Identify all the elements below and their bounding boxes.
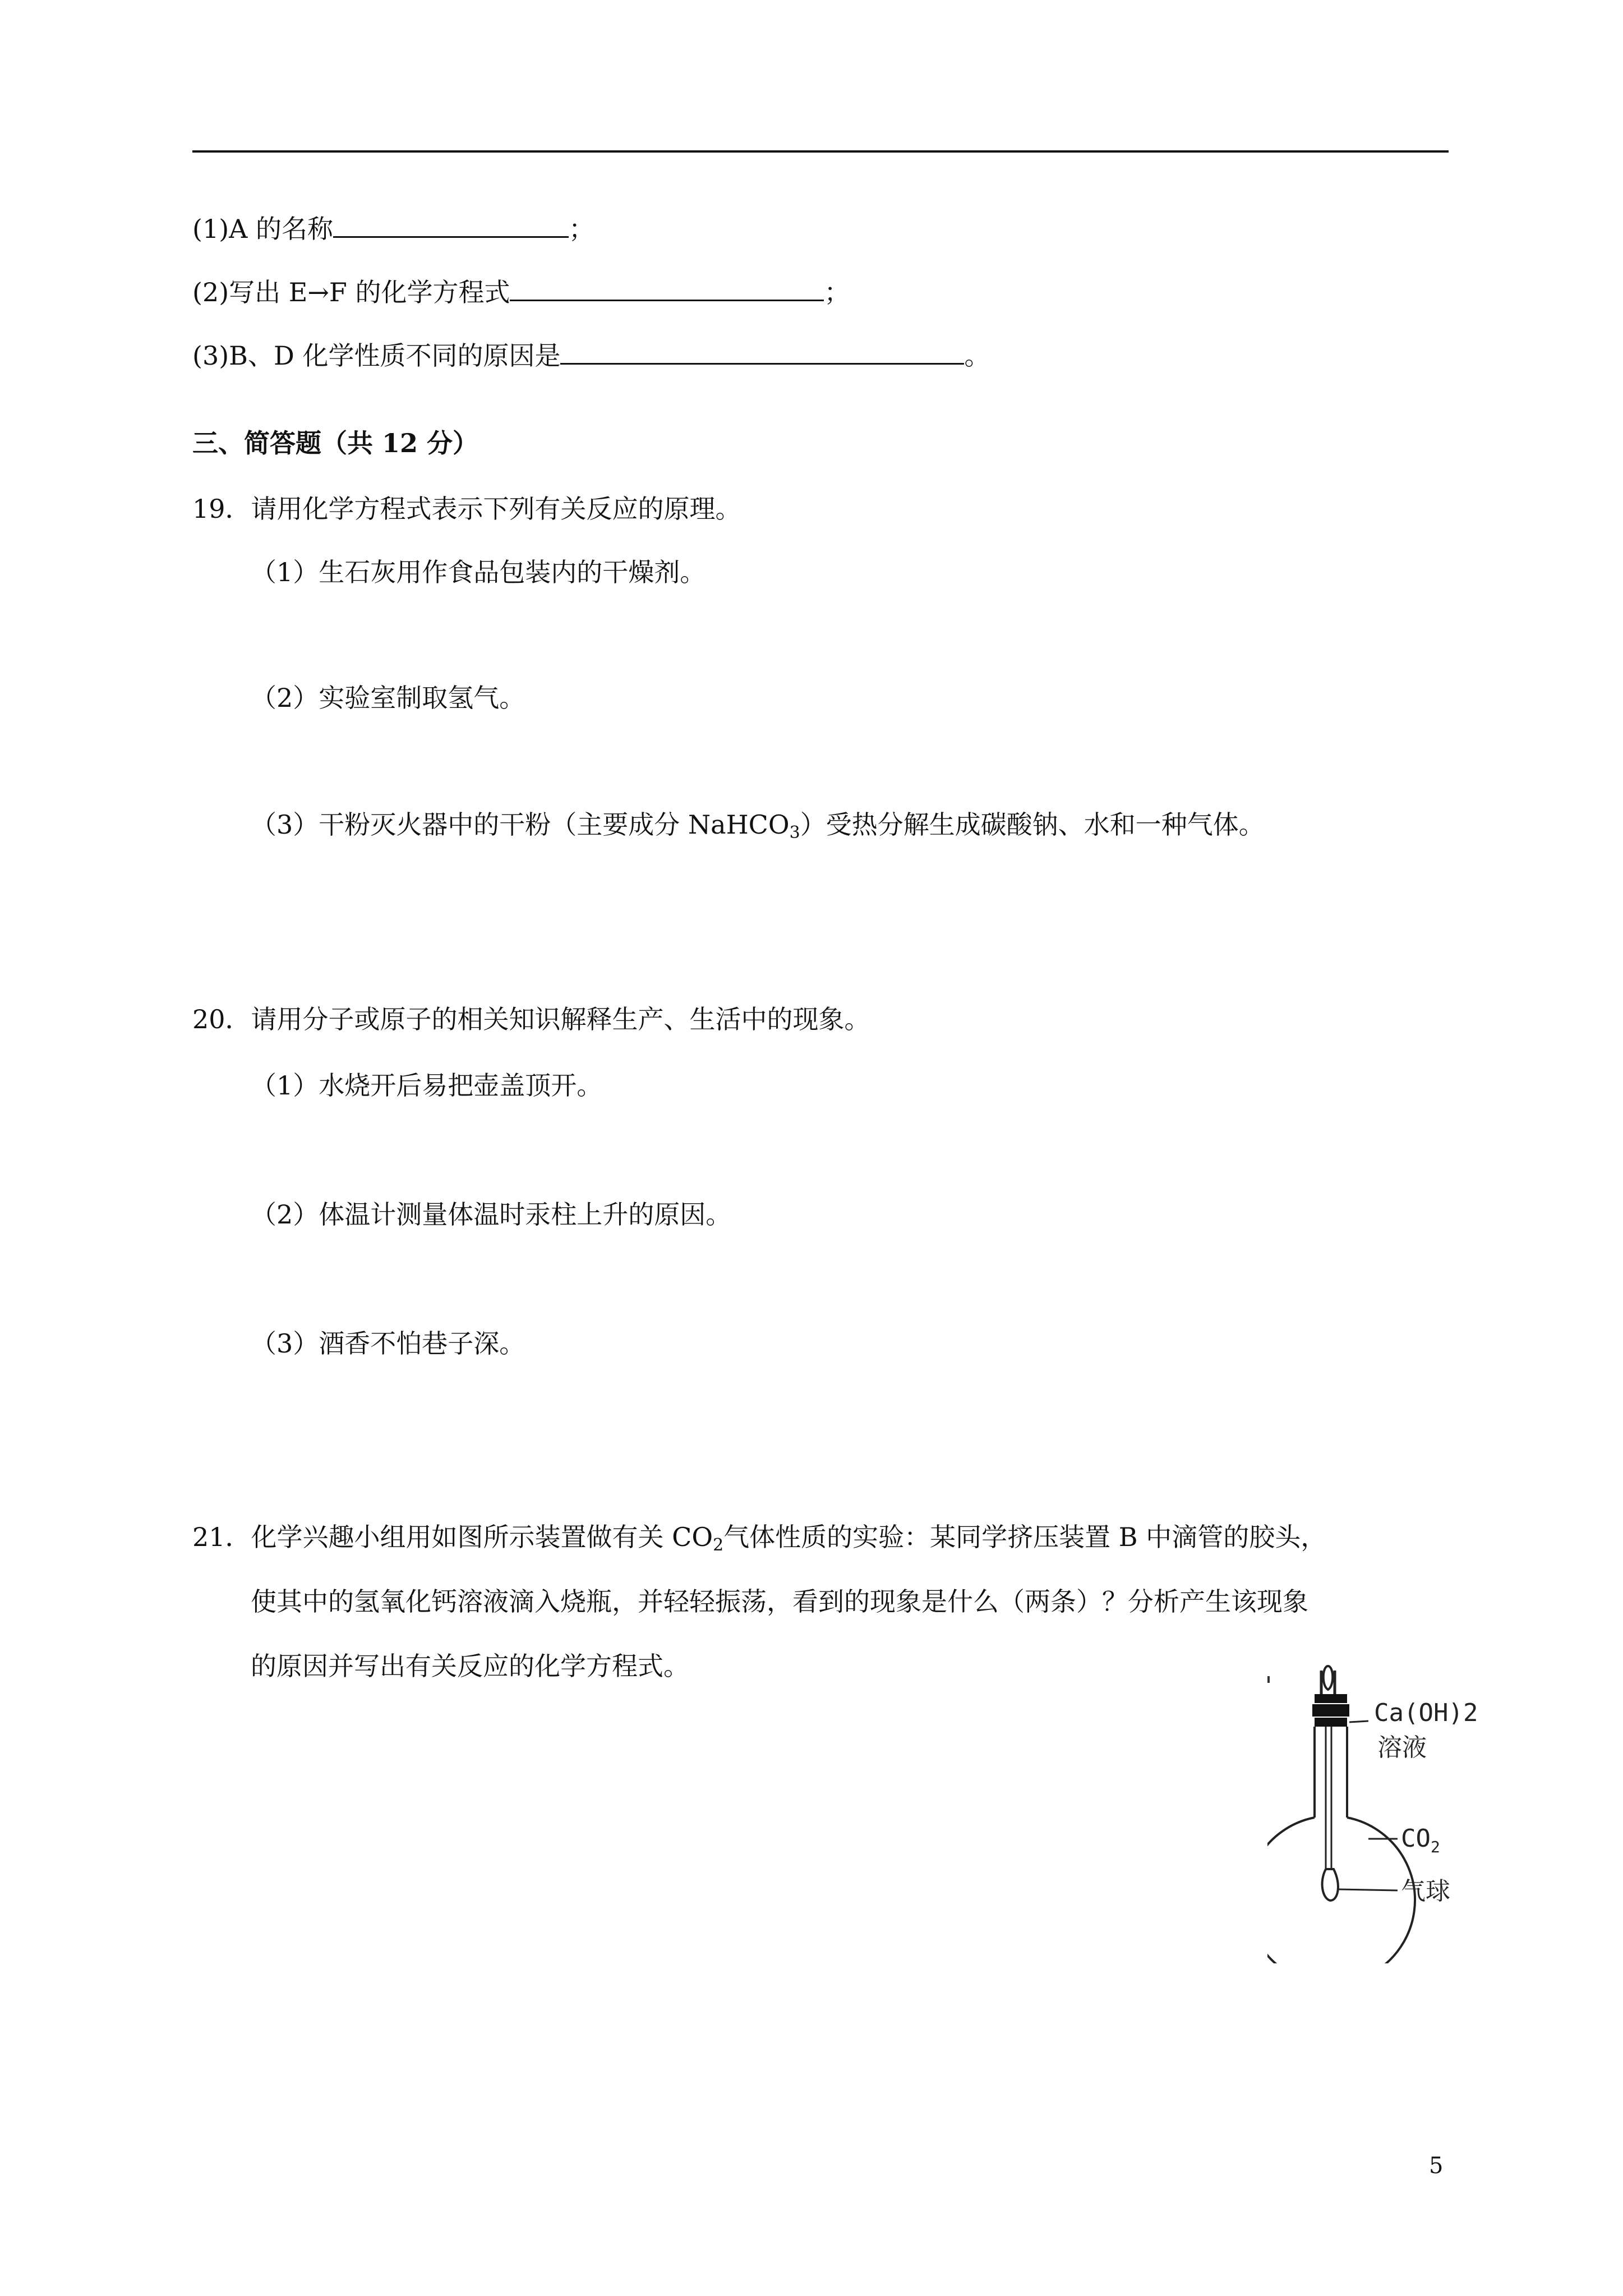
q20-stem: 20．请用分子或原子的相关知识解释生产、生活中的现象。 [192, 1004, 870, 1034]
flask-diagram [1267, 1660, 1548, 1963]
page-number: 5 [1429, 2153, 1444, 2179]
label-solution: 溶液 [1377, 1733, 1427, 1762]
q19-sub1: （1）生石灰用作食品包装内的干燥剂。 [251, 557, 706, 587]
leader-balloon [1338, 1889, 1398, 1890]
q19-stem: 19．请用化学方程式表示下列有关反应的原理。 [192, 494, 741, 524]
q21-line1 [192, 1520, 1326, 1554]
q-prev-1 [192, 211, 594, 246]
q21-line3: 的原因并写出有关反应的化学方程式。 [251, 1651, 689, 1681]
dropper-bulb-icon [1324, 1666, 1333, 1690]
stopper-top [1315, 1694, 1347, 1703]
label-balloon: 气球 [1401, 1877, 1450, 1906]
answer-blank[interactable] [560, 338, 964, 365]
stopper-bottom [1315, 1718, 1347, 1727]
q-prev-2-text: (2)写出 E→F 的化学方程式 [192, 277, 510, 307]
q-prev-1-text: (1)A 的名称 [192, 214, 334, 244]
q-prev-3 [192, 338, 990, 372]
q21-line1-text-b: 气体性质的实验：某同学挤压装置 B 中滴管的胶头， [723, 1522, 1327, 1552]
answer-blank[interactable] [510, 275, 824, 301]
balloon-icon [1322, 1869, 1338, 1901]
stray-mark [1267, 1676, 1270, 1683]
label-co2-subscript: 2 [1430, 1838, 1440, 1856]
label-caoh2: Ca(OH)2 [1374, 1699, 1478, 1727]
q21-line1-text-a: 21．化学兴趣小组用如图所示装置做有关 CO [192, 1522, 713, 1552]
label-co2-text: CO [1401, 1824, 1431, 1853]
section-title: 三、简答题（共 12 分） [192, 428, 479, 458]
header-rule [192, 150, 1449, 153]
stopper-band [1312, 1704, 1349, 1717]
q-prev-3-suffix: 。 [964, 341, 990, 371]
q19-sub3-subscript: 3 [789, 823, 800, 843]
q19-sub3 [251, 808, 1265, 841]
q-prev-2 [192, 275, 850, 309]
q19-sub2: （2）实验室制取氢气。 [251, 683, 525, 713]
q19-sub3-text-a: （3）干粉灭火器中的干粉（主要成分 NaHCO [251, 809, 790, 840]
q20-sub2: （2）体温计测量体温时汞柱上升的原因。 [251, 1199, 732, 1230]
q-prev-1-suffix: ； [569, 214, 595, 244]
answer-blank[interactable] [333, 211, 569, 238]
label-co2 [1401, 1824, 1440, 1856]
q-prev-3-text: (3)B、D 化学性质不同的原因是 [192, 341, 561, 371]
q-prev-2-suffix: ； [824, 277, 850, 307]
q19-sub3-text-b: ）受热分解生成碳酸钠、水和一种气体。 [800, 809, 1265, 840]
q20-sub1: （1）水烧开后易把壶盖顶开。 [251, 1070, 603, 1101]
q21-line1-subscript: 2 [713, 1535, 724, 1555]
q21-line2: 使其中的氢氧化钙溶液滴入烧瓶，并轻轻振荡，看到的现象是什么（两条）？分析产生该现象 [251, 1586, 1308, 1617]
q20-sub3: （3）酒香不怕巷子深。 [251, 1328, 525, 1359]
leader-solution [1349, 1721, 1368, 1722]
